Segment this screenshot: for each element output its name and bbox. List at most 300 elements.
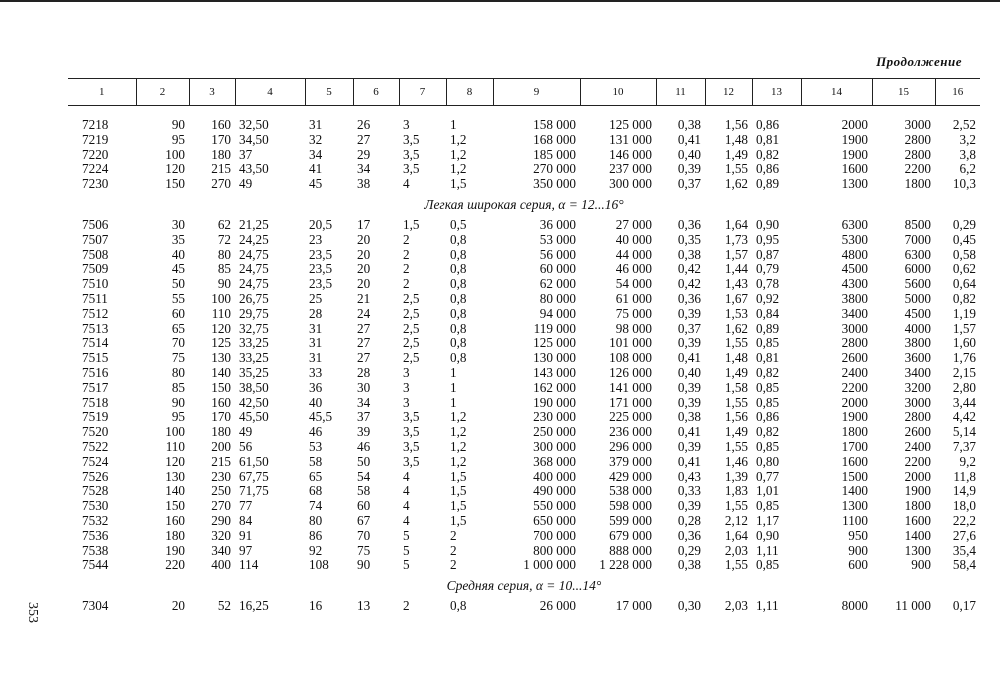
cell-col-2: 140: [165, 483, 185, 499]
cell-col-2: 95: [171, 409, 185, 425]
cell-col-4: 49: [239, 176, 253, 192]
cell-col-7: 3,5: [403, 131, 420, 147]
header-row: [68, 79, 980, 106]
cell-col-10: 40 000: [615, 231, 652, 247]
cell-col-12: 2,12: [724, 512, 748, 528]
cell-col-12: 1,56: [724, 409, 748, 425]
cell-col-5: 31: [309, 350, 323, 366]
cell-col-7: 2: [403, 261, 410, 277]
cell-col-14: 3000: [841, 320, 868, 336]
cell-col-14: 1100: [842, 512, 868, 528]
cell-col-13: 0,92: [756, 290, 780, 306]
cell-col-8: 1,2: [450, 146, 467, 162]
cell-col-5: 65: [309, 468, 323, 484]
cell-col-10: 75 000: [615, 305, 652, 321]
cell-col-9: 60 000: [539, 261, 576, 277]
cell-col-1: 7512: [82, 305, 109, 321]
cell-col-2: 120: [165, 453, 185, 469]
cell-col-13: 1,01: [756, 483, 780, 499]
cell-col-10: 599 000: [609, 512, 652, 528]
cell-col-4: 97: [239, 542, 253, 558]
column-header-11: 11: [656, 79, 705, 106]
cell-col-11: 0,38: [677, 409, 701, 425]
cell-col-10: 679 000: [609, 527, 652, 543]
cell-col-4: 91: [239, 527, 253, 543]
cell-col-15: 6300: [904, 246, 931, 262]
cell-col-3: 290: [211, 512, 231, 528]
table-row: [68, 366, 980, 381]
cell-col-5: 23,5: [309, 261, 333, 277]
cell-col-6: 17: [357, 216, 371, 232]
cell-col-1: 7544: [82, 557, 109, 573]
cell-col-13: 0,90: [756, 527, 780, 543]
column-header-1: 1: [68, 79, 136, 106]
cell-col-9: 300 000: [533, 438, 576, 454]
cell-col-1: 7524: [82, 453, 109, 469]
cell-col-1: 7220: [82, 146, 109, 162]
cell-col-4: 61,50: [239, 453, 269, 469]
cell-col-3: 170: [211, 131, 231, 147]
cell-col-1: 7304: [82, 598, 109, 614]
cell-col-14: 2800: [841, 335, 868, 351]
cell-col-9: 168 000: [533, 131, 576, 147]
cell-col-14: 1900: [841, 409, 868, 425]
cell-col-11: 0,35: [677, 231, 701, 247]
cell-col-6: 50: [357, 453, 371, 469]
cell-col-11: 0,29: [677, 542, 701, 558]
cell-col-16: 0,29: [952, 216, 976, 232]
cell-col-11: 0,39: [677, 438, 701, 454]
cell-col-16: 1,76: [952, 350, 976, 366]
cell-col-8: 1,2: [450, 409, 467, 425]
cell-col-15: 2400: [904, 438, 931, 454]
cell-col-5: 86: [309, 527, 323, 543]
cell-col-8: 0,8: [450, 305, 467, 321]
cell-col-11: 0,41: [677, 453, 701, 469]
column-header-8: 8: [446, 79, 493, 106]
cell-col-7: 2,5: [403, 305, 420, 321]
cell-col-4: 35,25: [239, 364, 269, 380]
cell-col-14: 5300: [841, 231, 868, 247]
cell-col-3: 120: [211, 320, 231, 336]
cell-col-14: 2000: [841, 117, 868, 132]
cell-col-12: 1,43: [724, 276, 748, 292]
cell-col-6: 24: [357, 305, 371, 321]
cell-col-1: 7218: [82, 117, 109, 132]
cell-col-14: 2600: [841, 350, 868, 366]
cell-col-7: 4: [403, 483, 410, 499]
cell-col-1: 7224: [82, 161, 109, 177]
cell-col-5: 53: [309, 438, 323, 454]
cell-col-8: 2: [450, 527, 457, 543]
cell-col-10: 429 000: [609, 468, 652, 484]
cell-col-2: 80: [171, 364, 185, 380]
cell-col-11: 0,39: [677, 394, 701, 410]
cell-col-15: 3200: [904, 379, 931, 395]
cell-col-5: 28: [309, 305, 323, 321]
cell-col-11: 0,39: [677, 379, 701, 395]
cell-col-9: 130 000: [533, 350, 576, 366]
cell-col-1: 7514: [82, 335, 109, 351]
cell-col-8: 2: [450, 557, 457, 573]
cell-col-13: 0,82: [756, 146, 780, 162]
cell-col-4: 32,50: [239, 117, 269, 132]
cell-col-13: 0,86: [756, 409, 780, 425]
cell-col-11: 0,38: [677, 246, 701, 262]
cell-col-12: 1,67: [724, 290, 748, 306]
cell-col-16: 2,80: [952, 379, 976, 395]
cell-col-14: 1900: [841, 146, 868, 162]
cell-col-16: 0,64: [952, 276, 976, 292]
table-row: [68, 162, 980, 177]
cell-col-10: 126 000: [609, 364, 652, 380]
cell-col-3: 72: [217, 231, 231, 247]
column-header-7: 7: [399, 79, 446, 106]
cell-col-15: 5600: [904, 276, 931, 292]
cell-col-7: 5: [403, 542, 410, 558]
cell-col-10: 146 000: [609, 146, 652, 162]
cell-col-10: 237 000: [609, 161, 652, 177]
cell-col-5: 40: [309, 394, 323, 410]
cell-col-16: 9,2: [959, 453, 976, 469]
cell-col-5: 36: [309, 379, 323, 395]
table-row: [68, 440, 980, 455]
cell-col-2: 95: [171, 131, 185, 147]
cell-col-9: 162 000: [533, 379, 576, 395]
cell-col-5: 34: [309, 146, 323, 162]
cell-col-15: 3600: [904, 350, 931, 366]
cell-col-12: 1,64: [724, 527, 748, 543]
cell-col-5: 33: [309, 364, 323, 380]
cell-col-16: 10,3: [952, 176, 976, 192]
cell-col-11: 0,30: [677, 598, 701, 614]
cell-col-13: 0,85: [756, 394, 780, 410]
cell-col-7: 3: [403, 394, 410, 410]
cell-col-5: 23: [309, 231, 323, 247]
cell-col-2: 190: [165, 542, 185, 558]
cell-col-10: 171 000: [609, 394, 652, 410]
cell-col-10: 44 000: [615, 246, 652, 262]
cell-col-2: 130: [165, 468, 185, 484]
cell-col-5: 80: [309, 512, 323, 528]
cell-col-15: 2600: [904, 424, 931, 440]
cell-col-14: 1300: [841, 176, 868, 192]
cell-col-12: 1,83: [724, 483, 748, 499]
cell-col-16: 11,8: [953, 468, 976, 484]
cell-col-1: 7515: [82, 350, 109, 366]
cell-col-16: 58,4: [952, 557, 976, 573]
cell-col-12: 1,58: [724, 379, 748, 395]
cell-col-2: 35: [171, 231, 185, 247]
cell-col-10: 61 000: [615, 290, 652, 306]
cell-col-11: 0,33: [677, 483, 701, 499]
cell-col-15: 3000: [904, 117, 931, 132]
cell-col-6: 34: [357, 161, 371, 177]
cell-col-7: 3,5: [403, 409, 420, 425]
cell-col-7: 3: [403, 117, 410, 132]
cell-col-10: 108 000: [609, 350, 652, 366]
table-row: [68, 336, 980, 351]
cell-col-7: 2: [403, 598, 410, 614]
cell-col-13: 1,17: [756, 512, 780, 528]
cell-col-3: 200: [211, 438, 231, 454]
cell-col-6: 27: [357, 350, 371, 366]
cell-col-12: 1,49: [724, 364, 748, 380]
cell-col-14: 3400: [841, 305, 868, 321]
cell-col-15: 2200: [904, 161, 931, 177]
table-row: [68, 410, 980, 425]
cell-col-3: 250: [211, 483, 231, 499]
cell-col-8: 0,8: [450, 335, 467, 351]
cell-col-13: 0,89: [756, 320, 780, 336]
cell-col-6: 27: [357, 320, 371, 336]
cell-col-12: 1,57: [724, 246, 748, 262]
cell-col-6: 58: [357, 483, 371, 499]
cell-col-13: 0,82: [756, 364, 780, 380]
cell-col-12: 1,55: [724, 161, 748, 177]
cell-col-10: 17 000: [615, 598, 652, 614]
cell-col-13: 0,85: [756, 438, 780, 454]
cell-col-6: 75: [357, 542, 371, 558]
cell-col-1: 7516: [82, 364, 109, 380]
column-header-16: 16: [935, 79, 980, 106]
cell-col-13: 0,78: [756, 276, 780, 292]
cell-col-8: 1,2: [450, 131, 467, 147]
cell-col-6: 21: [357, 290, 371, 306]
cell-col-3: 110: [211, 305, 231, 321]
cell-col-12: 1,55: [724, 335, 748, 351]
cell-col-4: 34,50: [239, 131, 269, 147]
cell-col-11: 0,37: [677, 320, 701, 336]
cell-col-11: 0,42: [677, 276, 701, 292]
column-header-4: 4: [235, 79, 305, 106]
cell-col-8: 1,5: [450, 176, 467, 192]
cell-col-3: 160: [211, 117, 231, 132]
cell-col-16: 0,58: [952, 246, 976, 262]
cell-col-12: 1,64: [724, 216, 748, 232]
column-header-12: 12: [705, 79, 752, 106]
cell-col-7: 4: [403, 176, 410, 192]
cell-col-6: 20: [357, 276, 371, 292]
cell-col-3: 320: [211, 527, 231, 543]
cell-col-5: 31: [309, 117, 323, 132]
column-header-15: 15: [872, 79, 935, 106]
cell-col-13: 0,79: [756, 261, 780, 277]
cell-col-10: 101 000: [609, 335, 652, 351]
cell-col-6: 27: [357, 335, 371, 351]
cell-col-16: 1,60: [952, 335, 976, 351]
cell-col-1: 7536: [82, 527, 109, 543]
cell-col-8: 0,8: [450, 231, 467, 247]
table-row: [68, 544, 980, 559]
cell-col-3: 230: [211, 468, 231, 484]
cell-col-5: 25: [309, 290, 323, 306]
cell-col-16: 0,62: [952, 261, 976, 277]
cell-col-1: 7510: [82, 276, 109, 292]
cell-col-2: 65: [171, 320, 185, 336]
cell-col-9: 270 000: [533, 161, 576, 177]
cell-col-9: 36 000: [539, 216, 576, 232]
cell-col-8: 1,2: [450, 424, 467, 440]
cell-col-2: 20: [171, 598, 185, 614]
cell-col-11: 0,37: [677, 176, 701, 192]
cell-col-9: 26 000: [539, 598, 576, 614]
cell-col-3: 340: [211, 542, 231, 558]
table-row: [68, 177, 980, 192]
cell-col-8: 1,5: [450, 512, 467, 528]
cell-col-3: 80: [217, 246, 231, 262]
table-row: [68, 277, 980, 292]
cell-col-4: 24,75: [239, 261, 269, 277]
cell-col-13: 0,86: [756, 161, 780, 177]
cell-col-15: 1800: [904, 498, 931, 514]
cell-col-9: 650 000: [533, 512, 576, 528]
cell-col-15: 3400: [904, 364, 931, 380]
cell-col-7: 3: [403, 364, 410, 380]
cell-col-5: 20,5: [309, 216, 333, 232]
cell-col-12: 1,55: [724, 557, 748, 573]
cell-col-6: 38: [357, 176, 371, 192]
cell-col-9: 190 000: [533, 394, 576, 410]
cell-col-10: 236 000: [609, 424, 652, 440]
cell-col-9: 119 000: [533, 320, 576, 336]
cell-col-12: 1,49: [724, 146, 748, 162]
cell-col-2: 40: [171, 246, 185, 262]
cell-col-1: 7517: [82, 379, 109, 395]
cell-col-15: 1400: [904, 527, 931, 543]
cell-col-7: 2,5: [403, 290, 420, 306]
cell-col-13: 0,95: [756, 231, 780, 247]
cell-col-2: 45: [171, 261, 185, 277]
column-header-3: 3: [189, 79, 235, 106]
cell-col-5: 32: [309, 131, 323, 147]
cell-col-15: 5000: [904, 290, 931, 306]
cell-col-10: 54 000: [615, 276, 652, 292]
section-title: Легкая широкая серия, α = 12...16°: [424, 196, 624, 212]
cell-col-9: 1 000 000: [523, 557, 576, 573]
cell-col-4: 21,25: [239, 216, 269, 232]
cell-col-15: 900: [911, 557, 931, 573]
cell-col-3: 140: [211, 364, 231, 380]
cell-col-11: 0,38: [677, 557, 701, 573]
cell-col-14: 1700: [841, 438, 868, 454]
cell-col-4: 56: [239, 438, 253, 454]
cell-col-10: 1 228 000: [599, 557, 652, 573]
cell-col-9: 400 000: [533, 468, 576, 484]
cell-col-14: 950: [848, 527, 868, 543]
cell-col-3: 62: [217, 216, 231, 232]
cell-col-1: 7230: [82, 176, 109, 192]
cell-col-9: 800 000: [533, 542, 576, 558]
cell-col-7: 3,5: [403, 161, 420, 177]
cell-col-5: 41: [309, 161, 323, 177]
cell-col-7: 2,5: [403, 350, 420, 366]
cell-col-1: 7519: [82, 409, 109, 425]
cell-col-4: 43,50: [239, 161, 269, 177]
cell-col-1: 7520: [82, 424, 109, 440]
cell-col-13: 0,90: [756, 216, 780, 232]
cell-col-6: 30: [357, 379, 371, 395]
table-row: [68, 381, 980, 396]
cell-col-6: 90: [357, 557, 371, 573]
cell-col-3: 52: [217, 598, 231, 614]
cell-col-8: 1,2: [450, 161, 467, 177]
cell-col-8: 2: [450, 542, 457, 558]
cell-col-4: 67,75: [239, 468, 269, 484]
cell-col-15: 1300: [904, 542, 931, 558]
cell-col-1: 7507: [82, 231, 109, 247]
cell-col-4: 114: [239, 557, 259, 573]
cell-col-13: 0,85: [756, 335, 780, 351]
cell-col-16: 22,2: [952, 512, 976, 528]
cell-col-12: 1,62: [724, 176, 748, 192]
cell-col-14: 4500: [841, 261, 868, 277]
cell-col-2: 55: [171, 290, 185, 306]
cell-col-3: 90: [217, 276, 231, 292]
cell-col-15: 4000: [904, 320, 931, 336]
cell-col-3: 150: [211, 379, 231, 395]
cell-col-6: 67: [357, 512, 371, 528]
cell-col-5: 108: [309, 557, 329, 573]
cell-col-14: 4300: [841, 276, 868, 292]
cell-col-11: 0,41: [677, 131, 701, 147]
table-row: [68, 148, 980, 163]
cell-col-5: 23,5: [309, 246, 333, 262]
cell-col-4: 24,25: [239, 231, 269, 247]
cell-col-16: 0,17: [952, 598, 976, 614]
cell-col-1: 7513: [82, 320, 109, 336]
cell-col-16: 2,52: [952, 117, 976, 132]
cell-col-6: 54: [357, 468, 371, 484]
cell-col-8: 0,8: [450, 261, 467, 277]
cell-col-6: 46: [357, 438, 371, 454]
cell-col-7: 3,5: [403, 146, 420, 162]
cell-col-1: 7528: [82, 483, 109, 499]
table-row: [68, 118, 980, 133]
cell-col-2: 85: [171, 379, 185, 395]
cell-col-16: 6,2: [959, 161, 976, 177]
cell-col-2: 70: [171, 335, 185, 351]
cell-col-6: 20: [357, 246, 371, 262]
cell-col-11: 0,39: [677, 305, 701, 321]
cell-col-2: 75: [171, 350, 185, 366]
bearing-data-table: [68, 78, 980, 614]
cell-col-13: 0,81: [756, 131, 780, 147]
cell-col-4: 49: [239, 424, 253, 440]
table-row: [68, 499, 980, 514]
table-row: [68, 484, 980, 499]
cell-col-9: 53 000: [539, 231, 576, 247]
cell-col-2: 150: [165, 498, 185, 514]
cell-col-8: 0,8: [450, 276, 467, 292]
cell-col-3: 85: [217, 261, 231, 277]
cell-col-5: 31: [309, 320, 323, 336]
cell-col-8: 0,8: [450, 350, 467, 366]
cell-col-10: 296 000: [609, 438, 652, 454]
cell-col-2: 150: [165, 176, 185, 192]
cell-col-1: 7506: [82, 216, 109, 232]
cell-col-16: 3,2: [959, 131, 976, 147]
cell-col-7: 5: [403, 557, 410, 573]
cell-col-16: 0,82: [952, 290, 976, 306]
cell-col-2: 30: [171, 216, 185, 232]
cell-col-10: 98 000: [615, 320, 652, 336]
cell-col-12: 1,62: [724, 320, 748, 336]
cell-col-16: 4,42: [952, 409, 976, 425]
cell-col-8: 1: [450, 364, 457, 380]
section-title: Средняя серия, α = 10...14°: [446, 578, 602, 594]
cell-col-10: 300 000: [609, 176, 652, 192]
